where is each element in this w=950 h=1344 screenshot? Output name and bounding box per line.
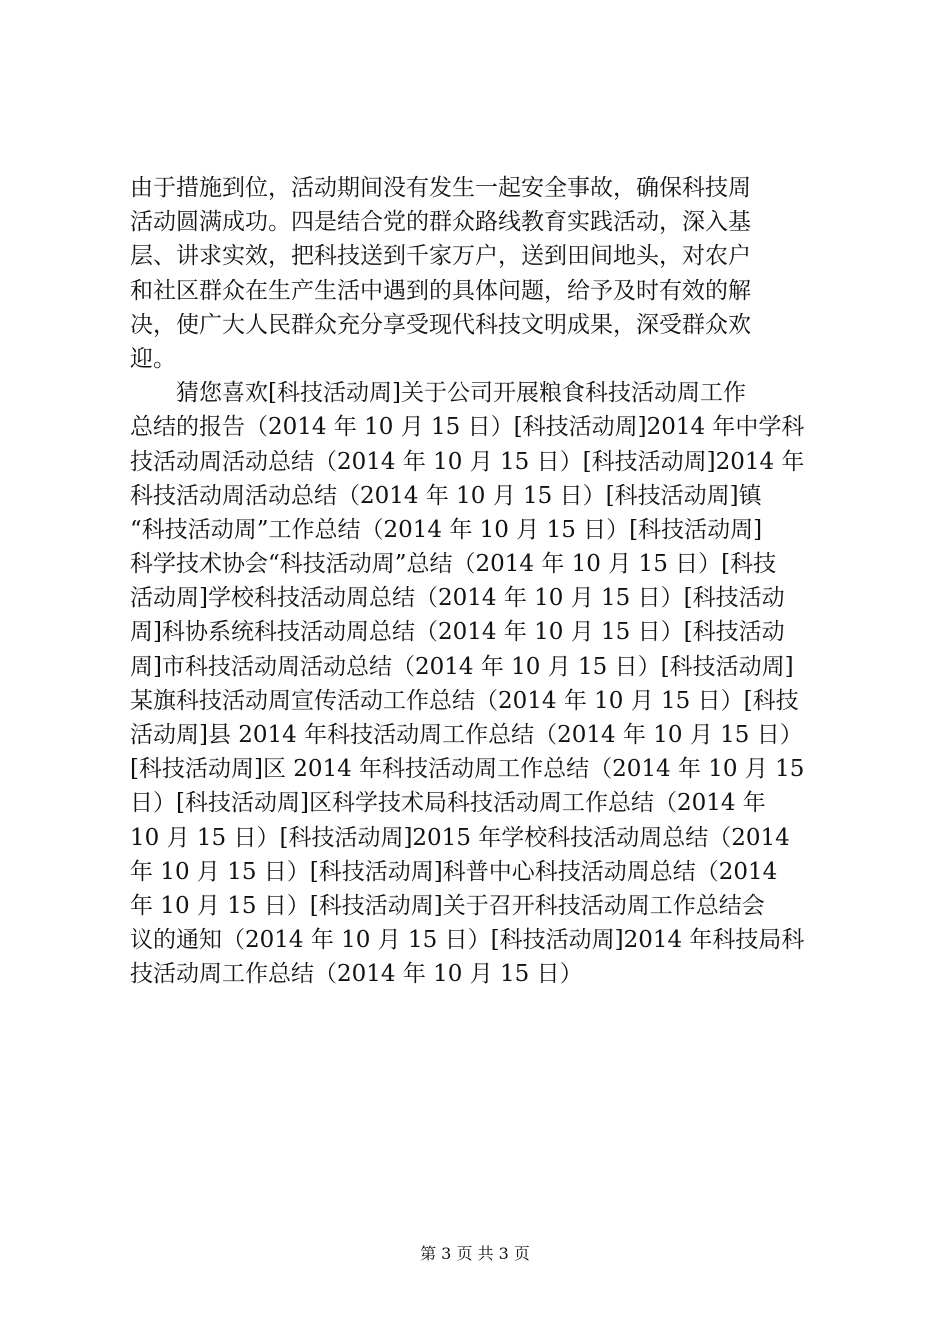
text-line: 决，使广大人民群众充分享受现代科技文明成果，深受群众欢 bbox=[130, 311, 751, 338]
text-line: 日）[科技活动周]区科学技术局科技活动周工作总结（2014 年 bbox=[130, 790, 766, 817]
paragraph-2 bbox=[130, 376, 830, 991]
text-line: 和社区群众在生产生活中遇到的具体问题，给予及时有效的解 bbox=[130, 277, 751, 304]
text-line: 年 10 月 15 日）[科技活动周]关于召开科技活动周工作总结会 bbox=[130, 892, 765, 919]
text-line: 科技活动周活动总结（2014 年 10 月 15 日）[科技活动周]镇 bbox=[130, 482, 762, 509]
text-line: 层、讲求实效，把科技送到千家万户，送到田间地头，对农户 bbox=[130, 243, 751, 270]
text-line: 周]市科技活动周活动总结（2014 年 10 月 15 日）[科技活动周] bbox=[130, 653, 794, 680]
text-line: 活动周]县 2014 年科技活动周工作总结（2014 年 10 月 15 日） bbox=[130, 722, 803, 748]
text-line: “科技活动周”工作总结（2014 年 10 月 15 日）[科技活动周] bbox=[130, 516, 763, 543]
text-line: 议的通知（2014 年 10 月 15 日）[科技活动周]2014 年科技局科 bbox=[130, 927, 805, 954]
text-line: 由于措施到位，活动期间没有发生一起安全事故，确保科技周 bbox=[130, 175, 751, 201]
text-line: 总结的报告（2014 年 10 月 15 日）[科技活动周]2014 年中学科 bbox=[130, 414, 805, 441]
page-footer bbox=[0, 1244, 950, 1264]
text-line: 活动周]学校科技活动周总结（2014 年 10 月 15 日）[科技活动 bbox=[130, 585, 785, 612]
text-line: [科技活动周]区 2014 年科技活动周工作总结（2014 年 10 月 15 bbox=[130, 756, 805, 783]
paragraph-1 bbox=[130, 171, 830, 376]
text-line: 10 月 15 日）[科技活动周]2015 年学校科技活动周总结（2014 bbox=[130, 824, 790, 851]
text-line: 猜您喜欢[科技活动周]关于公司开展粮食科技活动周工作 bbox=[176, 380, 746, 407]
text-line: 技活动周活动总结（2014 年 10 月 15 日）[科技活动周]2014 年 bbox=[130, 448, 805, 475]
text-line: 年 10 月 15 日）[科技活动周]科普中心科技活动周总结（2014 bbox=[130, 858, 778, 885]
document-body bbox=[130, 171, 830, 992]
text-line: 科学技术协会“科技活动周”总结（2014 年 10 月 15 日）[科技 bbox=[130, 551, 777, 578]
page-number-label: 第 3 页 共 3 页 bbox=[420, 1244, 530, 1263]
text-line: 周]科协系统科技活动周总结（2014 年 10 月 15 日）[科技活动 bbox=[130, 619, 785, 646]
text-line: 某旗科技活动周宣传活动工作总结（2014 年 10 月 15 日）[科技 bbox=[130, 687, 799, 714]
text-line: 技活动周工作总结（2014 年 10 月 15 日） bbox=[130, 961, 583, 988]
text-line: 迎。 bbox=[130, 345, 176, 372]
text-line: 活动圆满成功。四是结合党的群众路线教育实践活动，深入基 bbox=[130, 209, 751, 236]
